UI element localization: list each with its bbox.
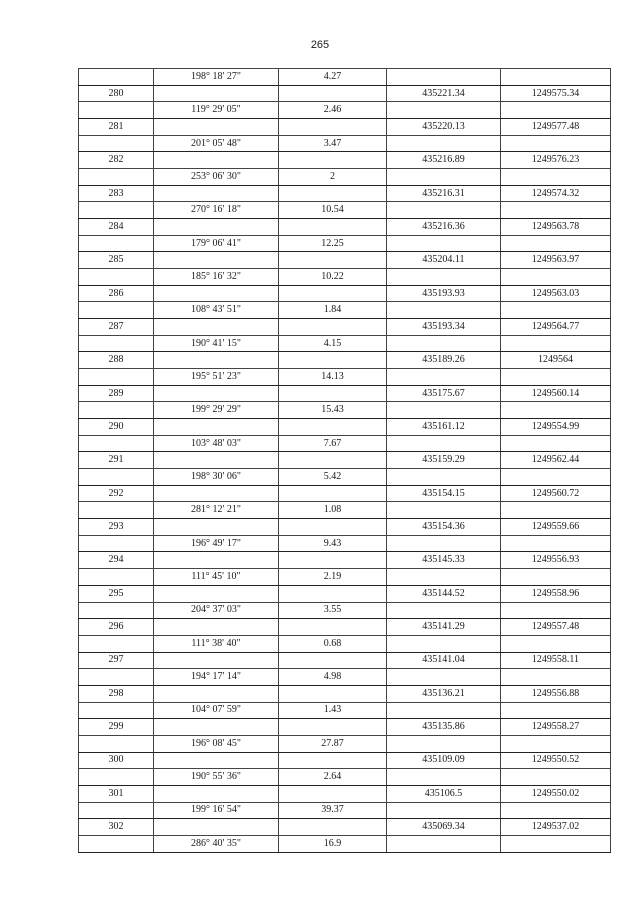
y-coordinate-cell: 1249576.23	[501, 152, 611, 169]
point-row	[79, 185, 611, 202]
bearing-cell	[154, 152, 279, 169]
point-row	[79, 252, 611, 269]
bearing-cell: 199° 16' 54"	[154, 802, 279, 819]
distance-cell	[279, 85, 387, 102]
segment-row	[79, 802, 611, 819]
point-row	[79, 752, 611, 769]
distance-cell	[279, 752, 387, 769]
x-coordinate-cell: 435136.21	[387, 685, 501, 702]
segment-row	[79, 835, 611, 852]
y-coordinate-cell: 1249560.14	[501, 385, 611, 402]
bearing-cell	[154, 452, 279, 469]
y-coordinate-cell	[501, 235, 611, 252]
point-number-cell: 287	[79, 319, 154, 336]
bearing-cell	[154, 652, 279, 669]
bearing-cell	[154, 419, 279, 436]
segment-row	[79, 402, 611, 419]
y-coordinate-cell: 1249560.72	[501, 485, 611, 502]
distance-cell: 10.22	[279, 269, 387, 286]
y-coordinate-cell	[501, 469, 611, 486]
y-coordinate-cell	[501, 369, 611, 386]
bearing-cell: 119° 29' 05"	[154, 102, 279, 119]
point-number-cell	[79, 769, 154, 786]
bearing-cell: 111° 38' 40"	[154, 635, 279, 652]
x-coordinate-cell	[387, 769, 501, 786]
bearing-cell: 111° 45' 10"	[154, 569, 279, 586]
bearing-cell	[154, 385, 279, 402]
distance-cell	[279, 319, 387, 336]
y-coordinate-cell: 1249558.11	[501, 652, 611, 669]
segment-row	[79, 602, 611, 619]
point-number-cell: 296	[79, 619, 154, 636]
y-coordinate-cell	[501, 802, 611, 819]
x-coordinate-cell: 435109.09	[387, 752, 501, 769]
y-coordinate-cell: 1249562.44	[501, 452, 611, 469]
y-coordinate-cell: 1249550.52	[501, 752, 611, 769]
y-coordinate-cell	[501, 102, 611, 119]
coordinates-table	[78, 68, 611, 853]
point-row	[79, 152, 611, 169]
point-number-cell: 300	[79, 752, 154, 769]
y-coordinate-cell	[501, 435, 611, 452]
distance-cell	[279, 352, 387, 369]
x-coordinate-cell	[387, 835, 501, 852]
segment-row	[79, 135, 611, 152]
y-coordinate-cell	[501, 169, 611, 186]
bearing-cell: 196° 49' 17"	[154, 535, 279, 552]
bearing-cell: 190° 55' 36"	[154, 769, 279, 786]
distance-cell: 9.43	[279, 535, 387, 552]
y-coordinate-cell	[501, 335, 611, 352]
point-row	[79, 652, 611, 669]
table-body	[79, 69, 611, 853]
bearing-cell	[154, 252, 279, 269]
x-coordinate-cell: 435159.29	[387, 452, 501, 469]
x-coordinate-cell	[387, 302, 501, 319]
point-number-cell	[79, 102, 154, 119]
segment-row	[79, 69, 611, 86]
bearing-cell: 281° 12' 21"	[154, 502, 279, 519]
point-row	[79, 352, 611, 369]
y-coordinate-cell: 1249558.96	[501, 585, 611, 602]
distance-cell	[279, 552, 387, 569]
point-number-cell	[79, 402, 154, 419]
bearing-cell: 195° 51' 23"	[154, 369, 279, 386]
x-coordinate-cell: 435193.93	[387, 285, 501, 302]
x-coordinate-cell	[387, 702, 501, 719]
y-coordinate-cell: 1249563.97	[501, 252, 611, 269]
point-number-cell	[79, 435, 154, 452]
point-number-cell	[79, 235, 154, 252]
distance-cell: 1.84	[279, 302, 387, 319]
coordinates-table-wrapper	[78, 68, 610, 853]
point-number-cell: 280	[79, 85, 154, 102]
x-coordinate-cell: 435220.13	[387, 119, 501, 136]
y-coordinate-cell	[501, 569, 611, 586]
x-coordinate-cell: 435106.5	[387, 785, 501, 802]
distance-cell: 15.43	[279, 402, 387, 419]
point-number-cell	[79, 335, 154, 352]
x-coordinate-cell: 435135.86	[387, 719, 501, 736]
distance-cell	[279, 619, 387, 636]
point-number-cell	[79, 835, 154, 852]
distance-cell: 10.54	[279, 202, 387, 219]
distance-cell: 4.98	[279, 669, 387, 686]
y-coordinate-cell: 1249564	[501, 352, 611, 369]
point-number-cell: 297	[79, 652, 154, 669]
distance-cell	[279, 785, 387, 802]
y-coordinate-cell	[501, 635, 611, 652]
y-coordinate-cell: 1249564.77	[501, 319, 611, 336]
y-coordinate-cell	[501, 535, 611, 552]
bearing-cell: 199° 29' 29"	[154, 402, 279, 419]
y-coordinate-cell	[501, 702, 611, 719]
distance-cell: 2.46	[279, 102, 387, 119]
point-number-cell: 290	[79, 419, 154, 436]
bearing-cell	[154, 752, 279, 769]
point-number-cell: 281	[79, 119, 154, 136]
point-number-cell: 298	[79, 685, 154, 702]
bearing-cell	[154, 85, 279, 102]
point-number-cell: 292	[79, 485, 154, 502]
distance-cell: 7.67	[279, 435, 387, 452]
distance-cell	[279, 652, 387, 669]
x-coordinate-cell: 435154.36	[387, 519, 501, 536]
segment-row	[79, 569, 611, 586]
point-number-cell	[79, 502, 154, 519]
bearing-cell	[154, 319, 279, 336]
distance-cell: 14.13	[279, 369, 387, 386]
bearing-cell: 194° 17' 14"	[154, 669, 279, 686]
bearing-cell: 201° 05' 48"	[154, 135, 279, 152]
x-coordinate-cell	[387, 135, 501, 152]
distance-cell	[279, 252, 387, 269]
bearing-cell	[154, 119, 279, 136]
y-coordinate-cell	[501, 602, 611, 619]
point-number-cell	[79, 602, 154, 619]
bearing-cell: 108° 43' 51"	[154, 302, 279, 319]
distance-cell	[279, 219, 387, 236]
segment-row	[79, 302, 611, 319]
bearing-cell: 190° 41' 15"	[154, 335, 279, 352]
y-coordinate-cell	[501, 769, 611, 786]
y-coordinate-cell	[501, 502, 611, 519]
y-coordinate-cell	[501, 302, 611, 319]
point-row	[79, 419, 611, 436]
bearing-cell: 270° 16' 18"	[154, 202, 279, 219]
point-row	[79, 619, 611, 636]
point-number-cell: 293	[79, 519, 154, 536]
x-coordinate-cell	[387, 635, 501, 652]
segment-row	[79, 735, 611, 752]
segment-row	[79, 769, 611, 786]
bearing-cell	[154, 552, 279, 569]
point-number-cell	[79, 169, 154, 186]
bearing-cell: 198° 18' 27"	[154, 69, 279, 86]
distance-cell	[279, 152, 387, 169]
x-coordinate-cell: 435204.11	[387, 252, 501, 269]
point-row	[79, 485, 611, 502]
bearing-cell	[154, 785, 279, 802]
x-coordinate-cell	[387, 402, 501, 419]
distance-cell: 1.43	[279, 702, 387, 719]
y-coordinate-cell: 1249556.93	[501, 552, 611, 569]
x-coordinate-cell	[387, 369, 501, 386]
point-row	[79, 452, 611, 469]
bearing-cell	[154, 819, 279, 836]
point-number-cell: 295	[79, 585, 154, 602]
x-coordinate-cell	[387, 269, 501, 286]
distance-cell	[279, 452, 387, 469]
point-row	[79, 819, 611, 836]
x-coordinate-cell: 435221.34	[387, 85, 501, 102]
y-coordinate-cell	[501, 669, 611, 686]
point-number-cell: 301	[79, 785, 154, 802]
point-number-cell: 282	[79, 152, 154, 169]
x-coordinate-cell	[387, 735, 501, 752]
y-coordinate-cell: 1249558.27	[501, 719, 611, 736]
segment-row	[79, 502, 611, 519]
y-coordinate-cell: 1249550.02	[501, 785, 611, 802]
distance-cell: 16.9	[279, 835, 387, 852]
x-coordinate-cell	[387, 202, 501, 219]
point-number-cell	[79, 135, 154, 152]
segment-row	[79, 702, 611, 719]
segment-row	[79, 102, 611, 119]
point-number-cell	[79, 302, 154, 319]
y-coordinate-cell: 1249554.99	[501, 419, 611, 436]
distance-cell: 27.87	[279, 735, 387, 752]
y-coordinate-cell	[501, 735, 611, 752]
point-number-cell	[79, 669, 154, 686]
point-number-cell: 289	[79, 385, 154, 402]
bearing-cell	[154, 685, 279, 702]
x-coordinate-cell	[387, 569, 501, 586]
segment-row	[79, 669, 611, 686]
bearing-cell	[154, 352, 279, 369]
distance-cell: 0.68	[279, 635, 387, 652]
point-number-cell	[79, 269, 154, 286]
distance-cell	[279, 485, 387, 502]
bearing-cell	[154, 619, 279, 636]
bearing-cell: 198° 30' 06"	[154, 469, 279, 486]
point-number-cell	[79, 569, 154, 586]
point-row	[79, 319, 611, 336]
distance-cell: 4.27	[279, 69, 387, 86]
segment-row	[79, 369, 611, 386]
bearing-cell	[154, 585, 279, 602]
distance-cell	[279, 685, 387, 702]
segment-row	[79, 335, 611, 352]
distance-cell: 2.19	[279, 569, 387, 586]
x-coordinate-cell	[387, 235, 501, 252]
point-number-cell: 288	[79, 352, 154, 369]
point-number-cell: 286	[79, 285, 154, 302]
y-coordinate-cell: 1249575.34	[501, 85, 611, 102]
x-coordinate-cell	[387, 69, 501, 86]
segment-row	[79, 469, 611, 486]
y-coordinate-cell: 1249563.78	[501, 219, 611, 236]
x-coordinate-cell: 435216.31	[387, 185, 501, 202]
page-number: 265	[310, 39, 330, 51]
point-row	[79, 385, 611, 402]
x-coordinate-cell	[387, 669, 501, 686]
x-coordinate-cell	[387, 802, 501, 819]
x-coordinate-cell	[387, 469, 501, 486]
y-coordinate-cell	[501, 269, 611, 286]
bearing-cell	[154, 519, 279, 536]
point-number-cell	[79, 69, 154, 86]
y-coordinate-cell: 1249577.48	[501, 119, 611, 136]
point-row	[79, 219, 611, 236]
point-number-cell	[79, 802, 154, 819]
segment-row	[79, 235, 611, 252]
y-coordinate-cell: 1249563.03	[501, 285, 611, 302]
distance-cell	[279, 519, 387, 536]
point-number-cell	[79, 635, 154, 652]
distance-cell: 1.08	[279, 502, 387, 519]
x-coordinate-cell	[387, 335, 501, 352]
bearing-cell	[154, 185, 279, 202]
x-coordinate-cell: 435175.67	[387, 385, 501, 402]
x-coordinate-cell: 435069.34	[387, 819, 501, 836]
y-coordinate-cell: 1249556.88	[501, 685, 611, 702]
distance-cell	[279, 719, 387, 736]
distance-cell: 3.55	[279, 602, 387, 619]
x-coordinate-cell: 435193.34	[387, 319, 501, 336]
x-coordinate-cell	[387, 102, 501, 119]
segment-row	[79, 435, 611, 452]
point-number-cell: 284	[79, 219, 154, 236]
point-row	[79, 585, 611, 602]
bearing-cell: 196° 08' 45"	[154, 735, 279, 752]
x-coordinate-cell: 435189.26	[387, 352, 501, 369]
y-coordinate-cell	[501, 402, 611, 419]
point-number-cell: 299	[79, 719, 154, 736]
x-coordinate-cell	[387, 535, 501, 552]
point-number-cell	[79, 369, 154, 386]
segment-row	[79, 269, 611, 286]
point-row	[79, 785, 611, 802]
distance-cell: 3.47	[279, 135, 387, 152]
bearing-cell: 179° 06' 41"	[154, 235, 279, 252]
point-row	[79, 119, 611, 136]
point-row	[79, 285, 611, 302]
point-number-cell	[79, 702, 154, 719]
bearing-cell: 204° 37' 03"	[154, 602, 279, 619]
bearing-cell: 286° 40' 35"	[154, 835, 279, 852]
point-number-cell: 291	[79, 452, 154, 469]
x-coordinate-cell: 435141.04	[387, 652, 501, 669]
x-coordinate-cell: 435145.33	[387, 552, 501, 569]
y-coordinate-cell	[501, 835, 611, 852]
distance-cell	[279, 285, 387, 302]
point-number-cell	[79, 735, 154, 752]
distance-cell	[279, 119, 387, 136]
point-number-cell: 283	[79, 185, 154, 202]
point-row	[79, 685, 611, 702]
distance-cell: 12.25	[279, 235, 387, 252]
distance-cell: 2.64	[279, 769, 387, 786]
y-coordinate-cell	[501, 135, 611, 152]
x-coordinate-cell: 435144.52	[387, 585, 501, 602]
x-coordinate-cell	[387, 435, 501, 452]
distance-cell	[279, 419, 387, 436]
y-coordinate-cell: 1249537.02	[501, 819, 611, 836]
x-coordinate-cell	[387, 169, 501, 186]
distance-cell	[279, 585, 387, 602]
point-number-cell	[79, 535, 154, 552]
distance-cell: 5.42	[279, 469, 387, 486]
distance-cell	[279, 385, 387, 402]
x-coordinate-cell: 435161.12	[387, 419, 501, 436]
point-row	[79, 85, 611, 102]
x-coordinate-cell: 435141.29	[387, 619, 501, 636]
segment-row	[79, 169, 611, 186]
point-row	[79, 519, 611, 536]
bearing-cell: 104° 07' 59"	[154, 702, 279, 719]
x-coordinate-cell	[387, 502, 501, 519]
point-number-cell: 285	[79, 252, 154, 269]
distance-cell: 4.15	[279, 335, 387, 352]
bearing-cell	[154, 285, 279, 302]
x-coordinate-cell: 435216.36	[387, 219, 501, 236]
x-coordinate-cell: 435154.15	[387, 485, 501, 502]
segment-row	[79, 635, 611, 652]
point-number-cell	[79, 469, 154, 486]
bearing-cell: 253° 06' 30"	[154, 169, 279, 186]
point-row	[79, 552, 611, 569]
point-row	[79, 719, 611, 736]
bearing-cell	[154, 719, 279, 736]
x-coordinate-cell: 435216.89	[387, 152, 501, 169]
x-coordinate-cell	[387, 602, 501, 619]
segment-row	[79, 535, 611, 552]
distance-cell	[279, 185, 387, 202]
point-number-cell	[79, 202, 154, 219]
y-coordinate-cell: 1249559.66	[501, 519, 611, 536]
distance-cell	[279, 819, 387, 836]
segment-row	[79, 202, 611, 219]
bearing-cell	[154, 219, 279, 236]
y-coordinate-cell: 1249574.32	[501, 185, 611, 202]
bearing-cell: 185° 16' 32"	[154, 269, 279, 286]
point-number-cell: 294	[79, 552, 154, 569]
y-coordinate-cell	[501, 69, 611, 86]
y-coordinate-cell: 1249557.48	[501, 619, 611, 636]
bearing-cell: 103° 48' 03"	[154, 435, 279, 452]
distance-cell: 2	[279, 169, 387, 186]
bearing-cell	[154, 485, 279, 502]
y-coordinate-cell	[501, 202, 611, 219]
point-number-cell: 302	[79, 819, 154, 836]
distance-cell: 39.37	[279, 802, 387, 819]
